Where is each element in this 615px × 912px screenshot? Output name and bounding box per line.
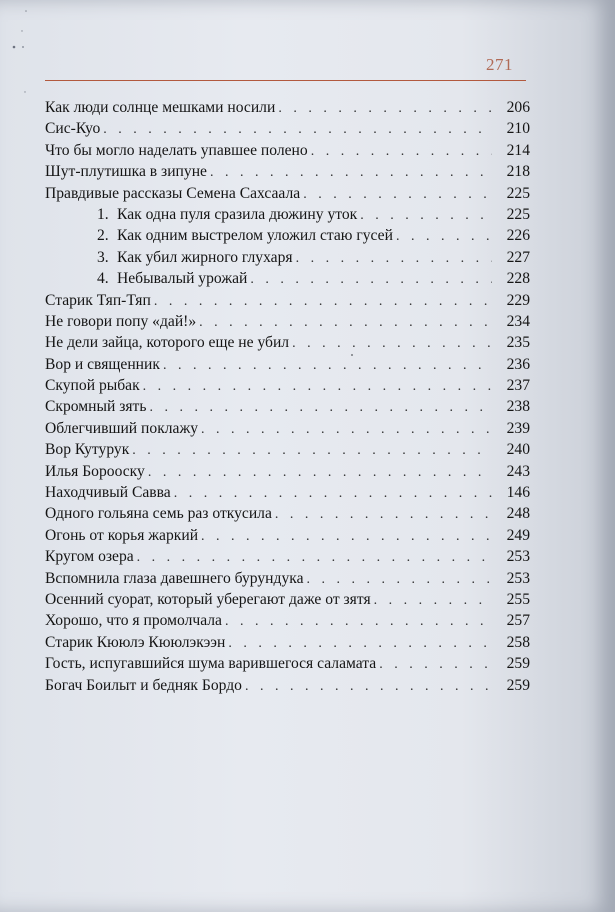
toc-entry-page: 238 [506, 398, 530, 416]
toc-entry [45, 334, 530, 355]
toc-entry-title: Как люди солнце мешками носили [45, 99, 276, 116]
toc-subentry [45, 206, 530, 227]
toc-entry-title: Облегчивший поклажу [45, 419, 199, 437]
toc-entry [45, 163, 530, 184]
dot-leader [292, 336, 492, 352]
toc-entry-page: 240 [506, 441, 530, 459]
dot-leader [199, 315, 492, 331]
toc-entry [45, 185, 530, 206]
toc-entry-title: Кругом озера [45, 548, 134, 566]
toc-subentry [45, 227, 530, 248]
toc-entry-title: Не говори попу «дай!» [45, 312, 197, 330]
toc-entry [45, 463, 530, 484]
dot-leader [225, 614, 492, 630]
toc-entry-page: 225 [506, 184, 530, 202]
speck [25, 10, 27, 12]
toc-entry-title: Шут-плутишка в зипуне [45, 163, 207, 181]
toc-entry-page: 253 [506, 548, 530, 566]
toc-entry [45, 398, 530, 419]
toc-entry-page: 235 [506, 334, 530, 352]
toc-entry-title: Как одна пуля сразила дюжину уток [117, 205, 358, 223]
toc-entry [45, 527, 530, 548]
toc-entry [45, 356, 530, 377]
toc-subentry-number: 2. [97, 227, 109, 245]
toc-entry-page: 210 [506, 120, 530, 138]
header-rule [45, 80, 526, 81]
toc-entry-title: Вор Кутурук [45, 441, 130, 459]
toc-entry-page: 234 [506, 312, 530, 330]
dot-leader [374, 593, 492, 609]
speck [21, 30, 22, 31]
toc-entry [45, 655, 530, 676]
toc-entry-page: 227 [506, 248, 530, 266]
dot-leader [275, 507, 492, 523]
toc-entry-page: 218 [506, 163, 530, 181]
toc-entry-title: Не дели зайца, которого еще не убил [45, 334, 290, 352]
toc-entry-title: Находчивый Савва [45, 484, 171, 502]
toc-subentry [45, 270, 530, 291]
toc-entry [45, 292, 530, 313]
dot-leader [311, 144, 492, 160]
toc-entry-page: 214 [506, 141, 530, 159]
dot-leader [307, 572, 493, 588]
toc-entry-title: Сис-Куо [45, 120, 101, 138]
dot-leader [201, 422, 492, 438]
toc-entry-page: 253 [506, 569, 530, 587]
toc-entry-page: 259 [506, 655, 530, 673]
table-of-contents [45, 99, 530, 698]
dot-leader [201, 529, 492, 545]
speck [22, 46, 24, 48]
dot-leader [174, 486, 492, 502]
toc-entry-page: 146 [506, 484, 530, 502]
toc-entry-page: 248 [506, 505, 530, 523]
toc-entry-page: 239 [506, 419, 530, 437]
toc-entry-title: Как убил жирного глухаря [117, 248, 293, 266]
toc-entry [45, 570, 530, 591]
toc-entry [45, 120, 530, 141]
toc-entry-title: Скупой рыбак [45, 377, 140, 395]
toc-entry [45, 591, 530, 612]
toc-entry-title: Как одним выстрелом уложил стаю гусей [117, 227, 393, 245]
dot-leader [396, 229, 492, 245]
dot-leader [250, 272, 492, 288]
dot-leader [296, 251, 492, 267]
dot-leader [163, 358, 492, 374]
toc-entry-page: 229 [506, 291, 530, 309]
toc-entry-title: Одного гольяна семь раз откусила [45, 505, 272, 523]
toc-subentry-number: 4. [97, 270, 109, 288]
toc-entry [45, 313, 530, 334]
toc-entry-title: Небывалый урожай [117, 270, 248, 288]
toc-entry-page: 257 [506, 612, 530, 630]
page-number: 271 [486, 55, 513, 74]
toc-entry-page: 259 [506, 676, 530, 694]
toc-entry [45, 634, 530, 655]
toc-entry-page: 206 [506, 99, 530, 116]
dot-leader [245, 679, 492, 695]
toc-entry [45, 420, 530, 441]
toc-entry-title: Богач Боилыт и бедняк Бордо [45, 676, 242, 694]
dot-leader [228, 636, 492, 652]
toc-entry [45, 548, 530, 569]
dot-leader [210, 165, 492, 181]
toc-entry-page: 249 [506, 526, 530, 544]
toc-entry-title: Вспомнила глаза давешнего бурундука [45, 569, 304, 587]
toc-entry-title: Огонь от корья жаркий [45, 526, 199, 544]
dot-leader [149, 400, 492, 416]
toc-entry-title: Старик Кююлэ Кююлэкээн [45, 633, 226, 651]
toc-entry [45, 505, 530, 526]
toc-entry-page: 228 [506, 270, 530, 288]
dot-leader [154, 294, 492, 310]
toc-entry-page: 237 [506, 377, 530, 395]
speck [24, 91, 25, 92]
toc-entry-title: Гость, испугавшийся шума варившегося саламата [45, 655, 377, 673]
toc-entry-page: 225 [506, 205, 530, 223]
dot-leader [103, 122, 492, 138]
dot-leader [303, 187, 492, 203]
toc-entry [45, 677, 530, 698]
toc-entry [45, 377, 530, 398]
toc-entry [45, 142, 530, 163]
dot-leader [137, 550, 492, 566]
toc-entry-page: 258 [506, 633, 530, 651]
dot-leader [143, 379, 492, 395]
dot-leader [379, 657, 492, 673]
dot-leader [360, 208, 492, 224]
toc-entry-title: Старик Тяп-Тяп [45, 291, 151, 309]
toc-entry-page: 236 [506, 355, 530, 373]
toc-entry-page: 243 [506, 462, 530, 480]
dot-leader [132, 443, 492, 459]
dot-leader [278, 101, 492, 117]
speck [13, 46, 16, 49]
toc-subentry [45, 249, 530, 270]
toc-entry-title: Что бы могло наделать упавшее полено [45, 141, 308, 159]
toc-entry-page: 255 [506, 590, 530, 608]
toc-entry [45, 484, 530, 505]
toc-entry [45, 99, 530, 120]
toc-entry [45, 441, 530, 462]
toc-entry-title: Вор и священник [45, 355, 160, 373]
toc-entry-title: Хорошо, что я промолчала [45, 612, 222, 630]
toc-entry-page: 226 [506, 227, 530, 245]
toc-entry-title: Правдивые рассказы Семена Сахсаала [45, 184, 301, 202]
toc-subentry-number: 3. [97, 248, 109, 266]
toc-subentry-number: 1. [97, 205, 109, 223]
toc-entry-title: Осенний суорат, который уберегают даже от зятя [45, 590, 371, 608]
dot-leader [148, 465, 492, 481]
toc-entry-title: Илья Борооску [45, 462, 145, 480]
toc-entry-title: Скромный зять [45, 398, 147, 416]
toc-entry [45, 612, 530, 633]
